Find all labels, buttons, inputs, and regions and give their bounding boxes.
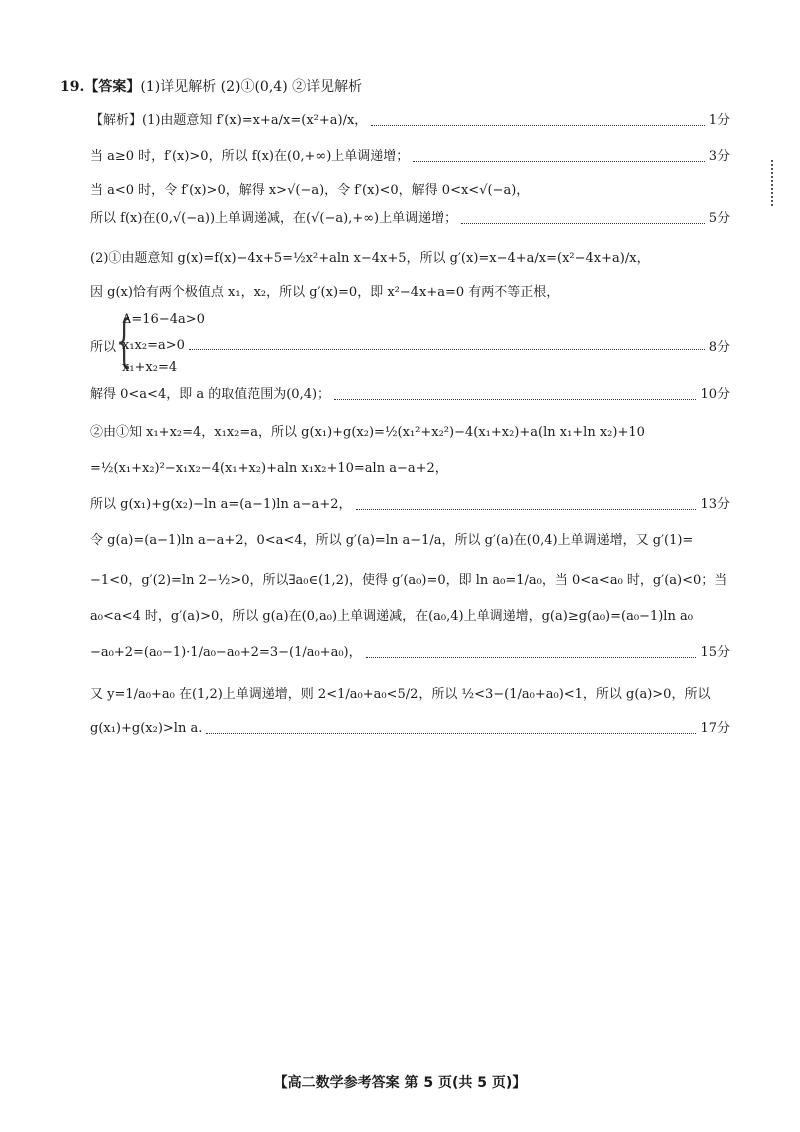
score: 15分 bbox=[700, 645, 730, 660]
score: 13分 bbox=[700, 497, 730, 512]
score: 10分 bbox=[700, 387, 730, 402]
solution-line-14: −a₀+2=(a₀−1)·1/a₀−a₀+2=3−(1/a₀+a₀)， 15分 bbox=[90, 645, 730, 660]
system-row-scored: x₁x₂=a>0 8分 bbox=[122, 338, 730, 355]
answer-summary: (1)详见解析 (2)①(0,4) ②详见解析 bbox=[140, 79, 363, 95]
solution-line-10: 所以 g(x₁)+g(x₂)−ln a=(a−1)ln a−a+2， 13分 bbox=[90, 497, 730, 512]
solution-line-4: 所以 f(x)在(0,√(−a))上单调递减，在(√(−a),+∞)上单调递增； 5分 bbox=[90, 211, 730, 226]
solution-line-12: −1<0，g′(2)=ln 2−½>0，所以∃a₀∈(1,2)，使得 g′(a₀)=0，即 ln a₀=1/a₀，当 0<a<a₀ 时，g′(a)<0；当 bbox=[90, 573, 728, 588]
score: 17分 bbox=[700, 721, 730, 736]
brace-symbol: { bbox=[116, 309, 133, 374]
solution-line-6: 因 g(x)恰有两个极值点 x₁，x₂，所以 g′(x)=0，即 x²−4x+a=0 有两不等正根， bbox=[90, 285, 560, 300]
system-label: 所以 bbox=[90, 340, 117, 355]
solution-line-9: =½(x₁+x₂)²−x₁x₂−4(x₁+x₂)+aln x₁x₂+10=aln a−a+2， bbox=[90, 461, 448, 476]
solution-line-7: 解得 0<a<4，即 a 的取值范围为(0,4)； 10分 bbox=[90, 387, 730, 402]
solution-line-1: 【解析】(1)由题意知 f′(x)=x+a/x=(x²+a)/x， 1分 bbox=[90, 113, 730, 128]
solution-line-13: a₀<a<4 时，g′(a)>0，所以 g(a)在(0,a₀)上单调递减，在(a₀,4)上单调递增，g(a)≥g(a₀)=(a₀−1)ln a₀ bbox=[90, 609, 693, 624]
solution-line-2: 当 a≥0 时，f′(x)>0，所以 f(x)在(0,+∞)上单调递增； 3分 bbox=[90, 149, 730, 164]
solution-line-5: (2)①由题意知 g(x)=f(x)−4x+5=½x²+aln x−4x+5，所以 g′(x)=x−4+a/x=(x²−4x+a)/x， bbox=[90, 251, 650, 266]
solution-line-8: ②由①知 x₁+x₂=4，x₁x₂=a，所以 g(x₁)+g(x₂)=½(x₁²+x₂²)−4(x₁+x₂)+a(ln x₁+ln x₂)+10 bbox=[90, 425, 645, 440]
margin-mark bbox=[771, 160, 775, 206]
score: 1分 bbox=[708, 113, 730, 128]
score: 8分 bbox=[708, 340, 730, 355]
system-row: x₁+x₂=4 bbox=[122, 360, 178, 375]
score: 5分 bbox=[708, 211, 730, 226]
question-number: 19.【答案】 bbox=[60, 79, 141, 95]
page-footer: 【高二数学参考答案 第 5 页(共 5 页)】 bbox=[273, 1075, 527, 1091]
question-header bbox=[60, 76, 362, 96]
solution-line-16: g(x₁)+g(x₂)>ln a. 17分 bbox=[90, 721, 730, 736]
score: 3分 bbox=[708, 149, 730, 164]
solution-line-15: 又 y=1/a₀+a₀ 在(1,2)上单调递增，则 2<1/a₀+a₀<5/2，所以 ½<3−(1/a₀+a₀)<1，所以 g(a)>0，所以 bbox=[90, 687, 711, 702]
system-row: Δ=16−4a>0 bbox=[122, 312, 205, 327]
condition-system bbox=[90, 310, 730, 382]
solution-line-11: 令 g(a)=(a−1)ln a−a+2，0<a<4，所以 g′(a)=ln a−1/a，所以 g′(a)在(0,4)上单调递增，又 g′(1)= bbox=[90, 533, 694, 548]
solution-line-3: 当 a<0 时，令 f′(x)>0，解得 x>√(−a)，令 f′(x)<0，解得 0<x<√(−a)， bbox=[90, 183, 530, 198]
